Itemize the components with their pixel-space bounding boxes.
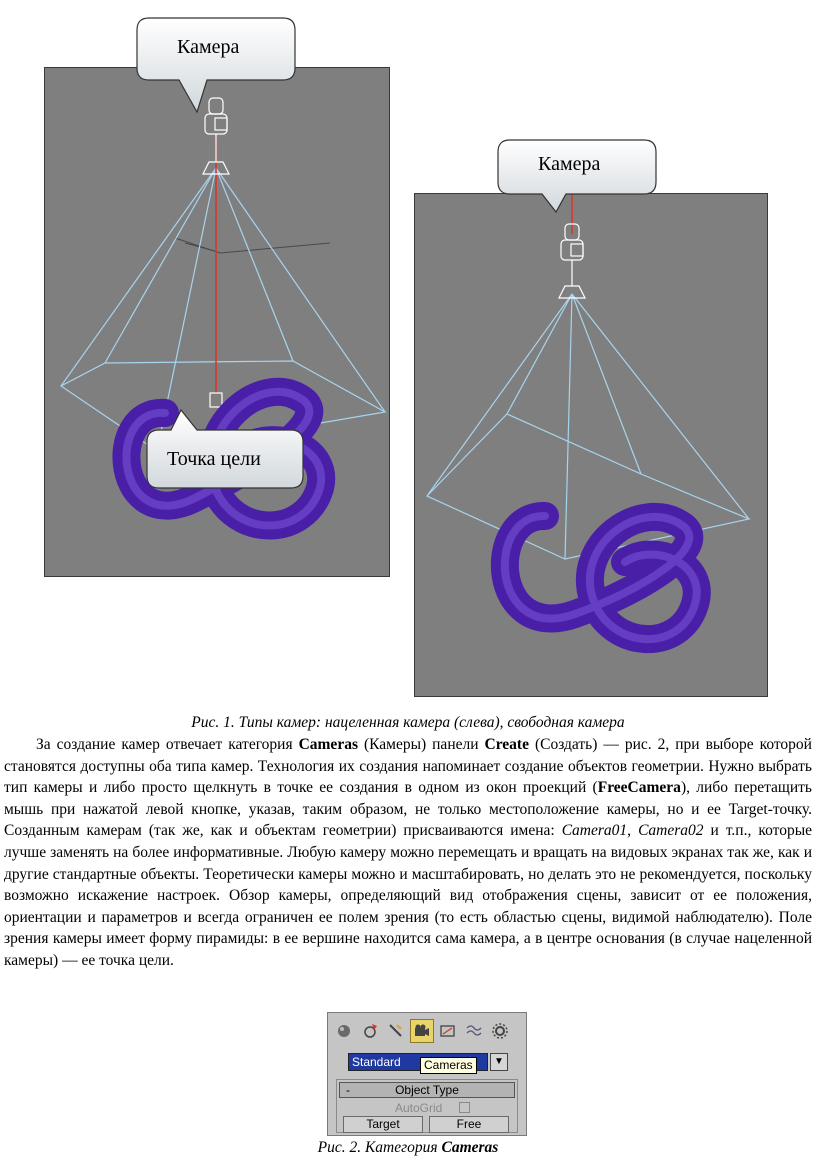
geometry-icon[interactable] <box>332 1019 356 1043</box>
rollout-header[interactable] <box>339 1082 515 1098</box>
spacewarps-icon[interactable] <box>462 1019 486 1043</box>
term-cameras: Cameras <box>298 736 358 753</box>
category-toolbar <box>332 1019 512 1045</box>
cameras-tooltip: Cameras <box>420 1057 477 1074</box>
knot-object <box>505 516 697 639</box>
figure2-caption: Рис. 2. Категория Cameras <box>317 1139 499 1156</box>
target-label: Точка цели <box>167 448 261 470</box>
camera-label-left: Камера <box>177 36 240 58</box>
view-frustum <box>427 294 749 559</box>
object-category-select[interactable]: Standard <box>348 1053 488 1071</box>
create-panel <box>327 1012 527 1136</box>
lights-icon[interactable] <box>384 1019 408 1043</box>
target-camera-button[interactable]: Target <box>343 1116 423 1133</box>
camera-callout-left <box>135 16 297 116</box>
target-point-icon <box>210 393 222 407</box>
right-viewport <box>414 193 768 697</box>
free-camera-button[interactable]: Free <box>429 1116 509 1133</box>
figure1-caption: Рис. 1. Типы камер: нацеленная камера (слева), свободная камера <box>191 714 625 731</box>
left-viewport <box>44 67 390 577</box>
name-camera02: Camera02 <box>638 822 704 840</box>
collapse-toggle[interactable]: - <box>346 1083 350 1097</box>
target-callout <box>145 408 305 490</box>
body-paragraph: За создание камер отвечает категория Cameras (Камеры) панели Create (Создать) — рис. 2, при выборе которой становятся доступны оба типа камер. Технология их создания напоминает создание объектов геометрии. Нужно выбрать тип камеры и либо просто щелкнуть в точке ее создания в одном из окон проекций (FreeCamera), либо перетащить мышь при нажатой левой кнопке, указав, таким образом, не только местоположение камеры, но и ее Target-точку. Созданным камерам (так же, как и объектам геометрии) присваиваются имена: Camera01, Camera02 и т.п., которые лучше заменять на более информативные. Любую камеру можно перемещать и вращать на видовых экранах так же, как и другие стандартные объекты. Теоретически камеры можно и масштабировать, но делать это не рекомендуется, поскольку возможно искажение настроек. Обзор камеры, определяющий вид отображения сцены, зависит от ее положения, ориентации и параметров и всегда ограничен ее полем зрения (то есть областью сцены, видимой наблюдателю). Поле зрения камеры имеет форму пирамиды: в ее вершине находится сама камера, а в центре основания (в случае нацеленной камеры) — ее точка цели. <box>4 736 813 969</box>
camera-label-right: Камера <box>538 153 601 175</box>
rollout-title: Object Type <box>395 1083 459 1097</box>
autogrid-label: AutoGrid <box>395 1101 443 1115</box>
camera-callout-right <box>496 138 658 214</box>
free-camera-scene <box>415 194 767 696</box>
camera-icon <box>559 224 585 298</box>
object-type-rollout <box>336 1079 518 1133</box>
caption-cameras-term: Cameras <box>441 1139 499 1156</box>
helpers-icon[interactable] <box>436 1019 460 1043</box>
dropdown-arrow-button[interactable]: ▼ <box>490 1053 508 1071</box>
systems-icon[interactable] <box>488 1019 512 1043</box>
shapes-icon[interactable] <box>358 1019 382 1043</box>
autogrid-checkbox[interactable] <box>459 1102 470 1113</box>
target-camera-scene <box>45 68 389 576</box>
term-create: Create <box>484 736 529 753</box>
name-camera01: Camera01 <box>561 822 628 840</box>
term-freecamera: FreeCamera <box>597 779 681 797</box>
cameras-icon[interactable] <box>410 1019 434 1043</box>
